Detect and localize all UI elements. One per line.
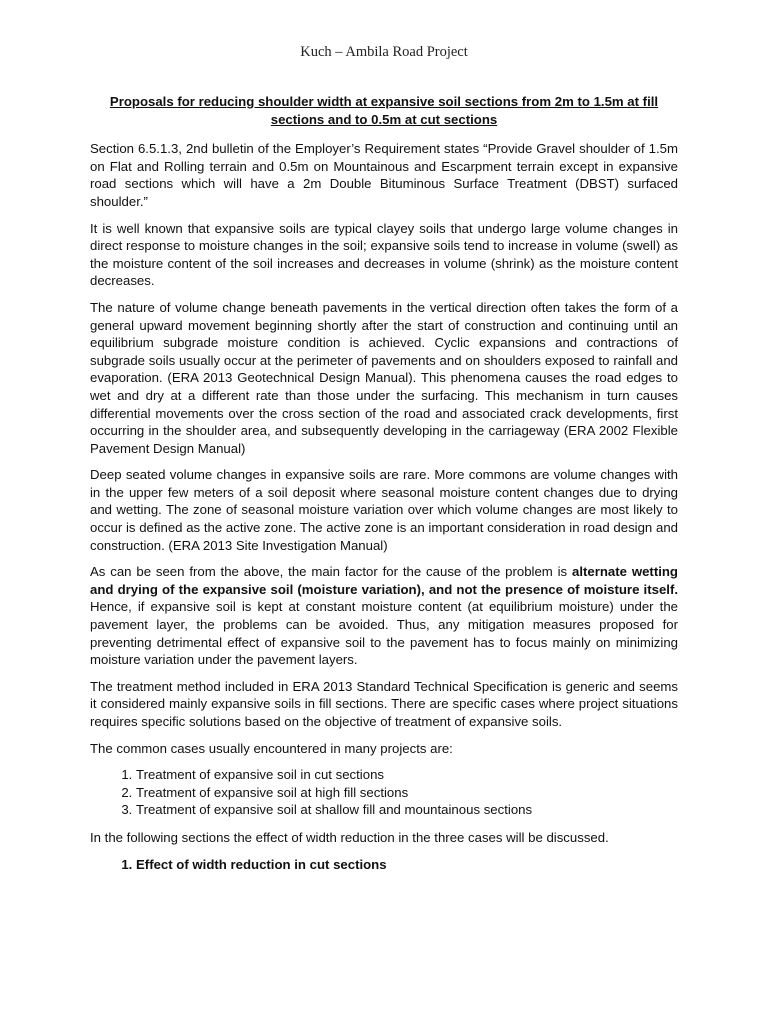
- list-item-case-shallow-fill: 3. Treatment of expansive soil at shallow fill and mountainous sections: [136, 801, 678, 819]
- page-header: Kuch – Ambila Road Project: [300, 44, 468, 60]
- common-cases-list: [90, 766, 678, 819]
- section-heading-list: [90, 856, 678, 874]
- paragraph-common-cases-intro: The common cases usually encountered in many projects are:: [90, 740, 453, 756]
- document-body: [90, 93, 678, 873]
- paragraph-main-factor-lead: As can be seen from the above, the main factor for the cause of the problem is: [90, 564, 573, 580]
- paragraph-main-factor-tail: Hence, if expansive soil is kept at constant moisture content (at equilibrium moisture) under the pavement layer, the problems can be avoided. Thus, any mitigation measures proposed for preventing detrimental effect of expansive soil to the pavement has to focus mainly on minimizing moisture variation under the pavement layers.: [90, 599, 678, 668]
- paragraph-expansive-soils-definition: It is well known that expansive soils are typical clayey soils that undergo large volume changes in direct response to moisture changes in the soil; expansive soils tend to increase in volume (swell) as the moisture content of the soil increases and decreases in volume (shrink) as the moisture content decreases.: [90, 220, 678, 289]
- paragraph-treatment-method: The treatment method included in ERA 2013 Standard Technical Specification is generic and seems it considered mainly expansive soils in fill sections. There are specific cases where project situations requires specific solutions based on the objective of treatment of expansive soils.: [90, 678, 678, 729]
- paragraph-volume-change-nature: The nature of volume change beneath pavements in the vertical direction often takes the form of a general upward movement beginning shortly after the start of construction and continuing until an equilibrium subgrade moisture condition is achieved. Cyclic expansions and contractions of subgrade soils usually occur at the perimeter of pavements and on shoulders exposed to rainfall and evaporation. (ERA 2013 Geotechnical Design Manual). This phenomena causes the road edges to wet and dry at a different rate than those under the surfacing. This mechanism in turn causes differential movements over the cross section of the road and associated crack developments, first occurring in the shoulder area, and subsequently developing in the carriageway (ERA 2002 Flexible Pavement Design Manual): [90, 299, 678, 456]
- document-title: Proposals for reducing shoulder width at expansive soil sections from 2m to 1.5m at fill sections and to 0.5m at cut sections: [109, 94, 659, 127]
- paragraph-employers-requirement: Section 6.5.1.3, 2nd bulletin of the Employer’s Requirement states “Provide Gravel shoulder of 1.5m on Flat and Rolling terrain and 0.5m on Mountainous and Escarpment terrain except in expansive road sections which will have a 2m Double Bituminous Surface Treatment (DBST) surfaced shoulder.”: [90, 141, 678, 209]
- paragraph-main-factor-emphasis: alternate wetting and drying of the expansive soil (moisture variation), and not the presence of moisture itself.: [90, 564, 678, 597]
- paragraph-following-sections: In the following sections the effect of width reduction in the three cases will be discussed.: [90, 829, 609, 845]
- list-item-case-high-fill: 2. Treatment of expansive soil at high fill sections: [136, 784, 678, 802]
- paragraph-deep-seated-changes: Deep seated volume changes in expansive soils are rare. More commons are volume changes with in the upper few meters of a soil deposit where seasonal moisture content changes due to drying and wetting. The zone of seasonal moisture variation over which volume changes are most likely to occur is defined as the active zone. The active zone is an important consideration in road design and construction. (ERA 2013 Site Investigation Manual): [90, 467, 678, 553]
- section-heading-cut-sections: 1. Effect of width reduction in cut sections: [136, 856, 678, 874]
- list-item-case-cut: 1. Treatment of expansive soil in cut sections: [136, 766, 678, 784]
- paragraph-main-factor: [90, 563, 678, 669]
